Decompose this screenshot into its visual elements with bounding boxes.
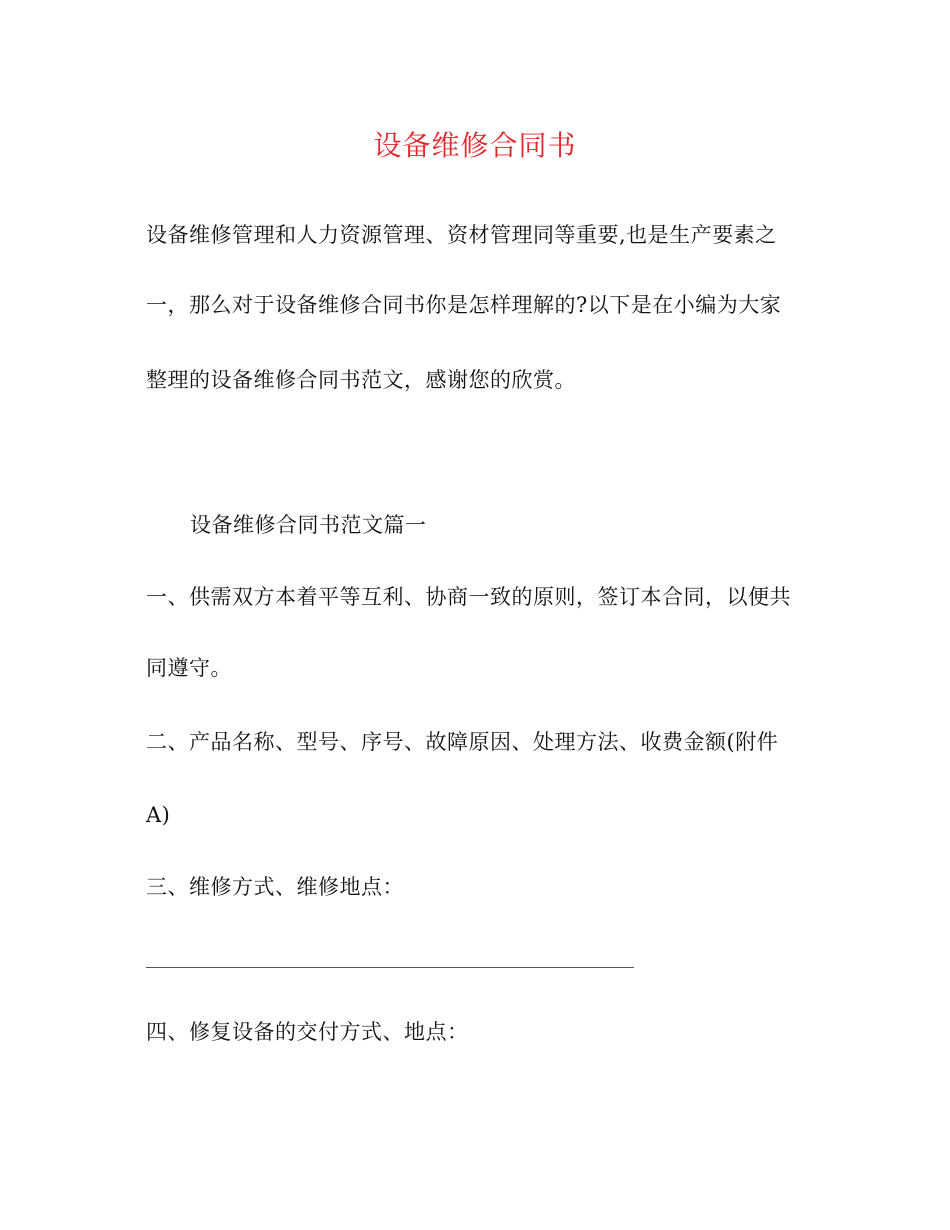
clause-2-line-2: A) [146, 803, 171, 827]
intro-line-2: 一，那么对于设备维修合同书你是怎样理解的?以下是在小编为大家 [146, 293, 782, 317]
document-title: 设备维修合同书 [373, 129, 577, 162]
intro-line-3: 整理的设备维修合同书范文，感谢您的欣赏。 [146, 368, 576, 392]
clause-3: 三、维修方式、维修地点： [146, 875, 404, 899]
clause-1-line-1: 一、供需双方本着平等互利、协商一致的原则，签订本合同，以便共 [146, 585, 791, 609]
blank-fill-line [146, 967, 634, 968]
clause-4: 四、修复设备的交付方式、地点： [146, 1020, 469, 1044]
section-heading: 设备维修合同书范文篇一 [190, 513, 427, 537]
clause-1-line-2: 同遵守。 [146, 656, 232, 680]
intro-line-1: 设备维修管理和人力资源管理、资材管理同等重要,也是生产要素之 [146, 223, 777, 247]
clause-2-line-1: 二、产品名称、型号、序号、故障原因、处理方法、收费金额(附件 [146, 730, 779, 754]
